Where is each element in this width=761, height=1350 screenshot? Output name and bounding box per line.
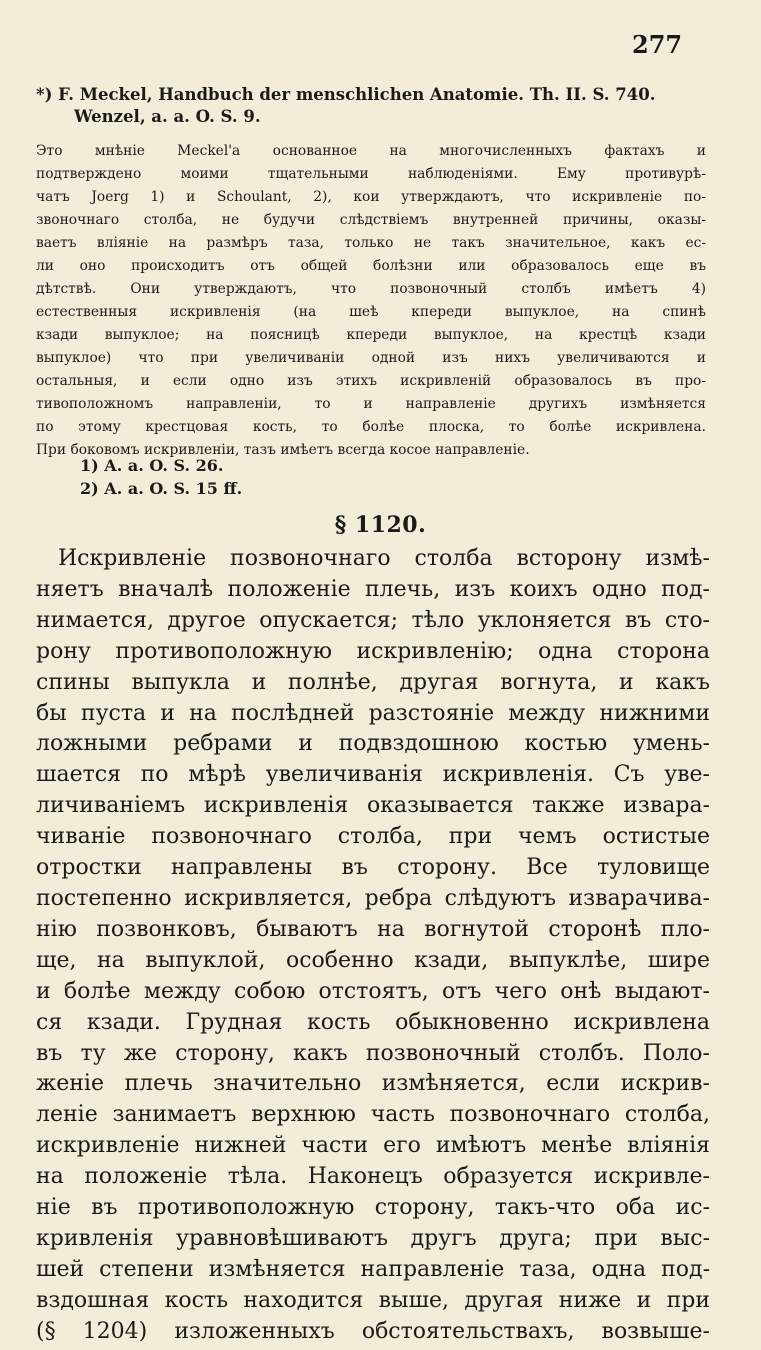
footnote-line: выпуклое) что при увеличиваніи одной изъ нихъ увеличиваются и [36, 350, 706, 366]
footnote-ref-wenzel: Wenzel, a. a. O. S. 9. [74, 107, 261, 126]
body-line: ніе въ противоположную сторону, такъ-что оба ис- [36, 1195, 710, 1221]
footnote-line: чатъ Joerg 1) и Schoulant, 2), кои утверждаютъ, что искривленіе по- [36, 189, 706, 205]
body-line: женіе плечь значительно измѣняется, если искрив- [36, 1071, 710, 1097]
footnote-paragraph [36, 140, 706, 462]
footnote-line: остальныя, и если одно изъ этихъ искривленій образовалось въ про- [36, 373, 706, 389]
footnote-references [36, 84, 716, 128]
body-line: шей степени измѣняется направленіе таза, одна под- [36, 1256, 710, 1282]
body-line: няетъ вначалѣ положеніе плечь, изъ коихъ одно под- [36, 576, 710, 602]
body-line: личиваніемъ искривленія оказывается также извара- [36, 793, 710, 819]
main-paragraph [36, 544, 710, 1348]
body-line: въ ту же сторону, какъ позвоночный столбъ. Поло- [36, 1040, 710, 1066]
body-line: искривленіе нижней части его имѣютъ менѣе вліянія [36, 1133, 710, 1159]
body-line: вздошная кость находится выше, другая ниже и при [36, 1287, 710, 1313]
body-line: Искривленіе позвоночнаго столба всторону измѣ- [58, 546, 710, 571]
body-line: кривленія уравновѣшиваютъ другъ друга; при выс- [36, 1225, 710, 1251]
footnote-ref-meckel: *) F. Meckel, Handbuch der menschlichen Anatomie. Th. II. S. 740. [36, 85, 656, 104]
footnote-line: ли оно происходитъ отъ общей болѣзни или образовалось еще въ [36, 258, 706, 274]
body-line: леніе занимаетъ верхнюю часть позвоночнаго столба, [36, 1102, 710, 1128]
section-heading: § 1120. [334, 512, 427, 538]
body-line: нію позвонковъ, бываютъ на вогнутой сторонѣ пло- [36, 916, 710, 942]
body-line: ще, на выпуклой, особенно кзади, выпуклѣе, шире [36, 947, 710, 973]
footnote-line: ваетъ вліяніе на размѣръ таза, только не такъ значительное, какъ ес- [36, 235, 706, 251]
footnote-line: подтверждено моими тщательными наблюденіями. Ему противурѣ- [36, 166, 706, 182]
footnote-line: по этому крестцовая кость, то болѣе плоска, то болѣе искривлена. [36, 419, 706, 435]
body-line: нимается, другое опускается; тѣло уклоняется въ сто- [36, 607, 710, 633]
body-line: и болѣе между собою отстоятъ, отъ чего онѣ выдают- [36, 978, 710, 1004]
footnote-line: звоночнаго столба, не будучи слѣдствіемъ внутренней причины, оказы- [36, 212, 706, 228]
page-number: 277 [632, 30, 683, 59]
footnote-line: естественныя искривленія (на шеѣ кпереди выпуклое, на спинѣ [36, 304, 706, 320]
body-line: ся кзади. Грудная кость обыкновенно искривлена [36, 1009, 710, 1035]
body-line: ложными ребрами и подвздошною костью умень- [36, 731, 710, 757]
footnote-line: дѣтствѣ. Они утверждаютъ, что позвоночный столбъ имѣетъ 4) [36, 281, 706, 297]
body-line: рону противоположную искривленію; одна сторона [36, 638, 710, 664]
body-line: (§ 1204) изложенныхъ обстоятельствахъ, возвыше- [36, 1318, 710, 1344]
sub-footnotes [80, 454, 242, 500]
body-line: шается по мѣрѣ увеличиванія искривленія. Съ уве- [36, 762, 710, 788]
sub-footnote-2: 2) A. a. O. S. 15 ff. [80, 479, 243, 498]
footnote-line: При боковомъ искривленіи, тазъ имѣетъ всегда косое направленіе. [36, 442, 530, 458]
body-line: отростки направлены въ сторону. Все туловище [36, 855, 710, 881]
body-line: постепенно искривляется, ребра слѣдуютъ изварачива- [36, 885, 710, 911]
footnote-line: тивоположномъ направленіи, то и направленіе другихъ измѣняется [36, 396, 706, 412]
body-line: на положеніе тѣла. Наконецъ образуется искривле- [36, 1164, 710, 1190]
sub-footnote-1: 1) A. a. O. S. 26. [80, 456, 224, 475]
footnote-line: кзади выпуклое; на поясницѣ кпереди выпуклое, на крестцѣ кзади [36, 327, 706, 343]
body-line: бы пуста и на послѣдней разстояніе между нижними [36, 700, 710, 726]
footnote-line: Это мнѣніе Meckel'а основанное на многочисленныхъ фактахъ и [36, 143, 706, 159]
body-line: чиваніе позвоночнаго столба, при чемъ остистые [36, 824, 710, 850]
body-line: спины выпукла и полнѣе, другая вогнута, и какъ [36, 669, 710, 695]
